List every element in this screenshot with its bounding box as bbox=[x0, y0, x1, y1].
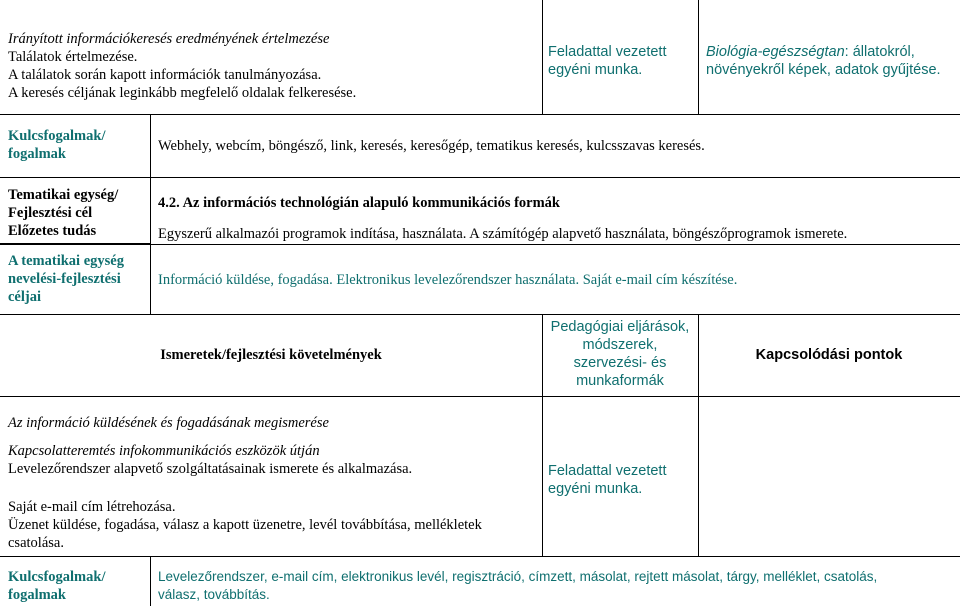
top-row-line: Találatok értelmezése. bbox=[8, 49, 138, 65]
top-row-line: A keresés céljának leginkább megfelelő oldalak felkeresése. bbox=[8, 85, 357, 101]
top-row-method: egyéni munka. bbox=[548, 62, 643, 78]
goals-label: céljai bbox=[8, 289, 42, 305]
top-row-title: Irányított információkeresés eredményének értelmezése bbox=[8, 31, 330, 47]
header-methods: módszerek, bbox=[582, 337, 658, 353]
link-rest: : állatokról, bbox=[844, 44, 915, 60]
topic-label: Fejlesztési cél bbox=[8, 205, 93, 221]
keywords2-text: Levelezőrendszer, e-mail cím, elektronikus levél, regisztráció, címzett, másolat, rejtett másolat, tárgy, melléklet, csatolás, bbox=[158, 569, 878, 584]
top-row-links bbox=[706, 43, 915, 61]
keywords-label: fogalmak bbox=[8, 146, 66, 162]
header-links: Kapcsolódási pontok bbox=[755, 347, 903, 363]
rule-col-methods bbox=[542, 0, 543, 114]
rule-goals-bottom bbox=[0, 314, 960, 315]
keywords-label: Kulcsfogalmak/ bbox=[8, 128, 106, 144]
goals-label: A tematikai egység bbox=[8, 253, 124, 269]
rule-keywords-bottom bbox=[0, 177, 960, 178]
topic-label: Tematikai egység/ bbox=[8, 187, 119, 203]
content-line: Üzenet küldése, fogadása, válasz a kapott üzenetre, levél továbbítása, mellékletek bbox=[8, 517, 482, 533]
header-methods: Pedagógiai eljárások, bbox=[550, 319, 690, 335]
link-subject: Biológia-egészségtan bbox=[706, 44, 845, 60]
header-methods: munkaformák bbox=[576, 373, 664, 389]
keywords2-text: válasz, továbbítás. bbox=[158, 587, 270, 602]
header-methods: szervezési- és bbox=[573, 355, 667, 371]
content-method: egyéni munka. bbox=[548, 481, 643, 497]
topic-value: 4.2. Az információs technológián alapuló kommunikációs formák bbox=[158, 195, 560, 211]
content-line: csatolása. bbox=[8, 535, 64, 551]
content-line: Saját e-mail cím létrehozása. bbox=[8, 499, 176, 515]
top-row-line: A találatok során kapott információk tanulmányozása. bbox=[8, 67, 322, 83]
rule-top-row-bottom bbox=[0, 114, 960, 115]
content-title: Az információ küldésének és fogadásának megismerése bbox=[8, 415, 329, 431]
prereq-value: Egyszerű alkalmazói programok indítása, használata. A számítógép alapvető használata, böngészőprogramok ismerete. bbox=[158, 226, 848, 242]
content-method: Feladattal vezetett bbox=[548, 463, 667, 479]
content-line: Levelezőrendszer alapvető szolgáltatásainak ismerete és alkalmazása. bbox=[8, 461, 413, 477]
rule-col-label-keywords2 bbox=[150, 556, 151, 606]
keywords2-label: fogalmak bbox=[8, 587, 66, 603]
rule-content-bottom bbox=[0, 556, 960, 557]
rule-col-links bbox=[698, 0, 699, 114]
rule-col-label-keywords bbox=[150, 114, 151, 314]
rule-goals-top bbox=[0, 244, 960, 245]
prereq-label: Előzetes tudás bbox=[8, 223, 97, 239]
goals-value: Információ küldése, fogadása. Elektronikus levelezőrendszer használata. Saját e-mail cím készítése. bbox=[158, 272, 738, 288]
keywords-text: Webhely, webcím, böngésző, link, keresés, keresőgép, tematikus keresés, kulcsszavas keresés. bbox=[158, 138, 705, 154]
rule-header-bottom bbox=[0, 396, 960, 397]
keywords2-label: Kulcsfogalmak/ bbox=[8, 569, 106, 585]
content-line: Kapcsolatteremtés infokommunikációs eszközök útján bbox=[8, 443, 320, 459]
top-row-links-line2: növényekről képek, adatok gyűjtése. bbox=[706, 62, 941, 78]
header-requirements: Ismeretek/fejlesztési követelmények bbox=[160, 347, 382, 363]
top-row-method: Feladattal vezetett bbox=[548, 44, 667, 60]
goals-label: nevelési-fejlesztési bbox=[8, 271, 121, 287]
